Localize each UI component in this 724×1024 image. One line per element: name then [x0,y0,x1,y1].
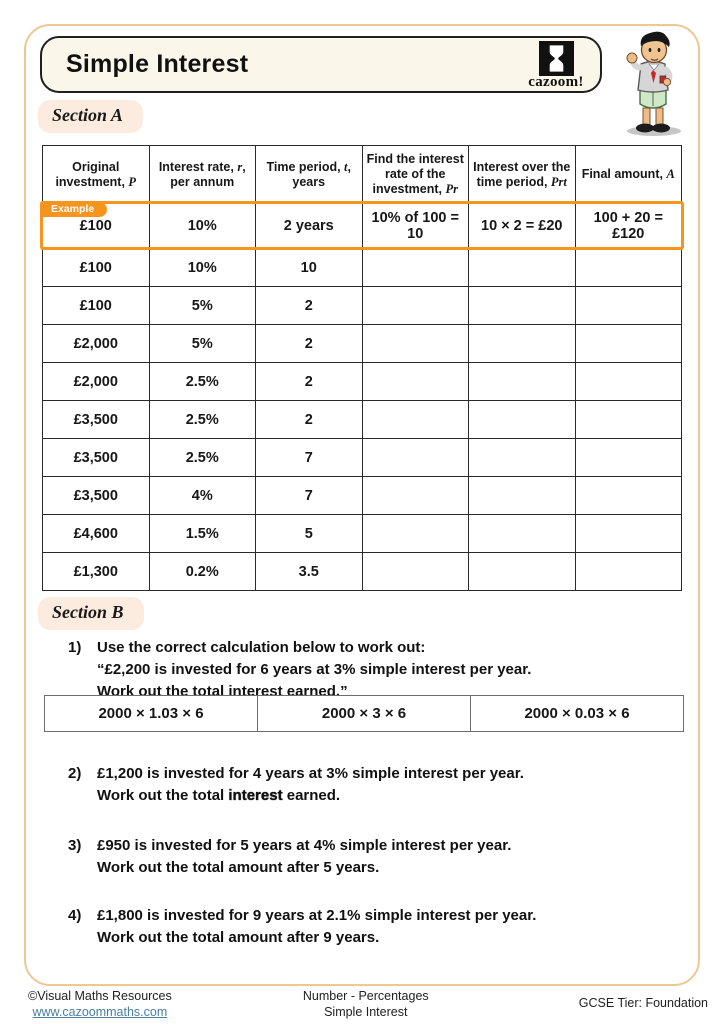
example-badge: Example [43,202,107,217]
cell-answer-blank [575,553,682,591]
cell-answer-blank [469,401,576,439]
col-header-interest-rate-pr: Find the interest rate of the investment, Pr [362,146,469,204]
cell-answer-blank [469,553,576,591]
example-cell: 100 + 20 = £120 [575,204,682,249]
question-4 [68,905,536,949]
option-calculation-2: 2000 × 3 × 6 [258,696,471,732]
example-row [43,204,682,249]
emphasized-word: interest [228,787,283,804]
cell-answer-blank [469,287,576,325]
option-calculation-1: 2000 × 1.03 × 6 [45,696,258,732]
cell-investment: £100 [43,249,150,287]
cell-answer-blank [362,477,469,515]
cell-time: 2 [256,363,363,401]
cell-answer-blank [575,325,682,363]
cell-answer-blank [362,439,469,477]
cell-answer-blank [575,439,682,477]
cell-answer-blank [575,401,682,439]
cell-answer-blank [469,515,576,553]
cell-time: 7 [256,439,363,477]
options-row [45,696,684,732]
table-row [43,325,682,363]
topic-category: Number - Percentages [302,989,429,1003]
question-1-number: 1) [68,639,82,656]
table-row [43,363,682,401]
cell-answer-blank [362,363,469,401]
cell-rate: 4% [149,477,256,515]
cell-answer-blank [362,325,469,363]
cell-time: 10 [256,249,363,287]
footer-topic-block [303,988,429,1020]
cell-rate: 2.5% [149,439,256,477]
cell-investment: £1,300 [43,553,150,591]
cell-time: 3.5 [256,553,363,591]
cell-investment: £2,000 [43,363,150,401]
simple-interest-table [42,145,682,591]
cell-investment: £100 [43,287,150,325]
cell-time: 2 [256,401,363,439]
cell-rate: 2.5% [149,401,256,439]
question-3 [68,835,511,879]
table-row [43,477,682,515]
cell-answer-blank [469,249,576,287]
footer-copyright-block [28,988,172,1020]
table-row [43,287,682,325]
cell-answer-blank [469,325,576,363]
schoolboy-mascot-illustration [612,30,692,138]
calculation-options-table-wrap [44,695,684,732]
col-header-interest-rate: Interest rate, r, per annum [149,146,256,204]
table-row [43,401,682,439]
example-cell: £100 [43,204,150,249]
gcse-tier-label: GCSE Tier: Foundation [578,996,708,1010]
table-row [43,249,682,287]
cell-rate: 5% [149,287,256,325]
cell-investment: £3,500 [43,477,150,515]
col-header-time-period: Time period, t, years [256,146,363,204]
question-2-text: £1,200 is invested for 4 years at 3% simple interest per year. Work out the total interest earned. [97,765,524,804]
cell-rate: 1.5% [149,515,256,553]
cell-time: 7 [256,477,363,515]
cell-answer-blank [362,401,469,439]
cell-answer-blank [575,249,682,287]
cell-answer-blank [575,287,682,325]
title-box [40,36,602,93]
cell-answer-blank [575,477,682,515]
cell-answer-blank [362,249,469,287]
cazoommaths-link[interactable]: www.cazoommaths.com [32,1005,168,1019]
cell-time: 2 [256,287,363,325]
question-3-number: 3) [68,837,82,854]
question-2 [68,763,524,807]
cell-answer-blank [469,477,576,515]
col-header-interest-prt: Interest over the time period, Prt [469,146,576,204]
logo-wordmark: cazoom! [528,74,584,90]
question-4-text: £1,800 is invested for 9 years at 2.1% simple interest per year. Work out the total amount after 9 years. [97,907,537,946]
page-title: Simple Interest [66,50,249,78]
question-1 [68,637,531,703]
cell-answer-blank [362,287,469,325]
cell-rate: 2.5% [149,363,256,401]
topic-name: Simple Interest [324,1005,408,1019]
cell-answer-blank [469,439,576,477]
cell-answer-blank [469,363,576,401]
cell-investment: £2,000 [43,325,150,363]
table-header-row [43,146,682,204]
section-a-table-wrap [42,145,682,591]
table-row [43,439,682,477]
cell-answer-blank [362,553,469,591]
cell-time: 2 [256,325,363,363]
example-cell: 10% [149,204,256,249]
question-1-text: Use the correct calculation below to work out: “£2,200 is invested for 6 years at 3% simple interest per year. Work out the total interest earned.” [97,639,532,700]
example-cell: 10 × 2 = £20 [469,204,576,249]
cell-answer-blank [575,363,682,401]
cell-answer-blank [575,515,682,553]
example-cell: 2 years [256,204,363,249]
question-4-number: 4) [68,907,82,924]
cell-investment: £4,600 [43,515,150,553]
cell-investment: £3,500 [43,439,150,477]
copyright-text: ©Visual Maths Resources [28,989,172,1003]
example-cell: 10% of 100 = 10 [362,204,469,249]
hourglass-icon [539,41,574,76]
calculation-options-table [44,695,684,732]
table-row [43,515,682,553]
question-3-text: £950 is invested for 5 years at 4% simple interest per year. Work out the total amount after 5 years. [97,837,512,876]
section-a-label: Section A [38,100,143,133]
cell-answer-blank [362,515,469,553]
cazoom-logo [524,41,588,91]
cell-rate: 5% [149,325,256,363]
col-header-original-investment: Original investment, P [43,146,150,204]
option-calculation-3: 2000 × 0.03 × 6 [471,696,684,732]
cell-rate: 10% [149,249,256,287]
table-row [43,553,682,591]
cell-rate: 0.2% [149,553,256,591]
section-b-label: Section B [38,597,144,630]
cell-time: 5 [256,515,363,553]
cell-investment: £3,500 [43,401,150,439]
col-header-final-amount: Final amount, A [575,146,682,204]
question-2-number: 2) [68,765,82,782]
